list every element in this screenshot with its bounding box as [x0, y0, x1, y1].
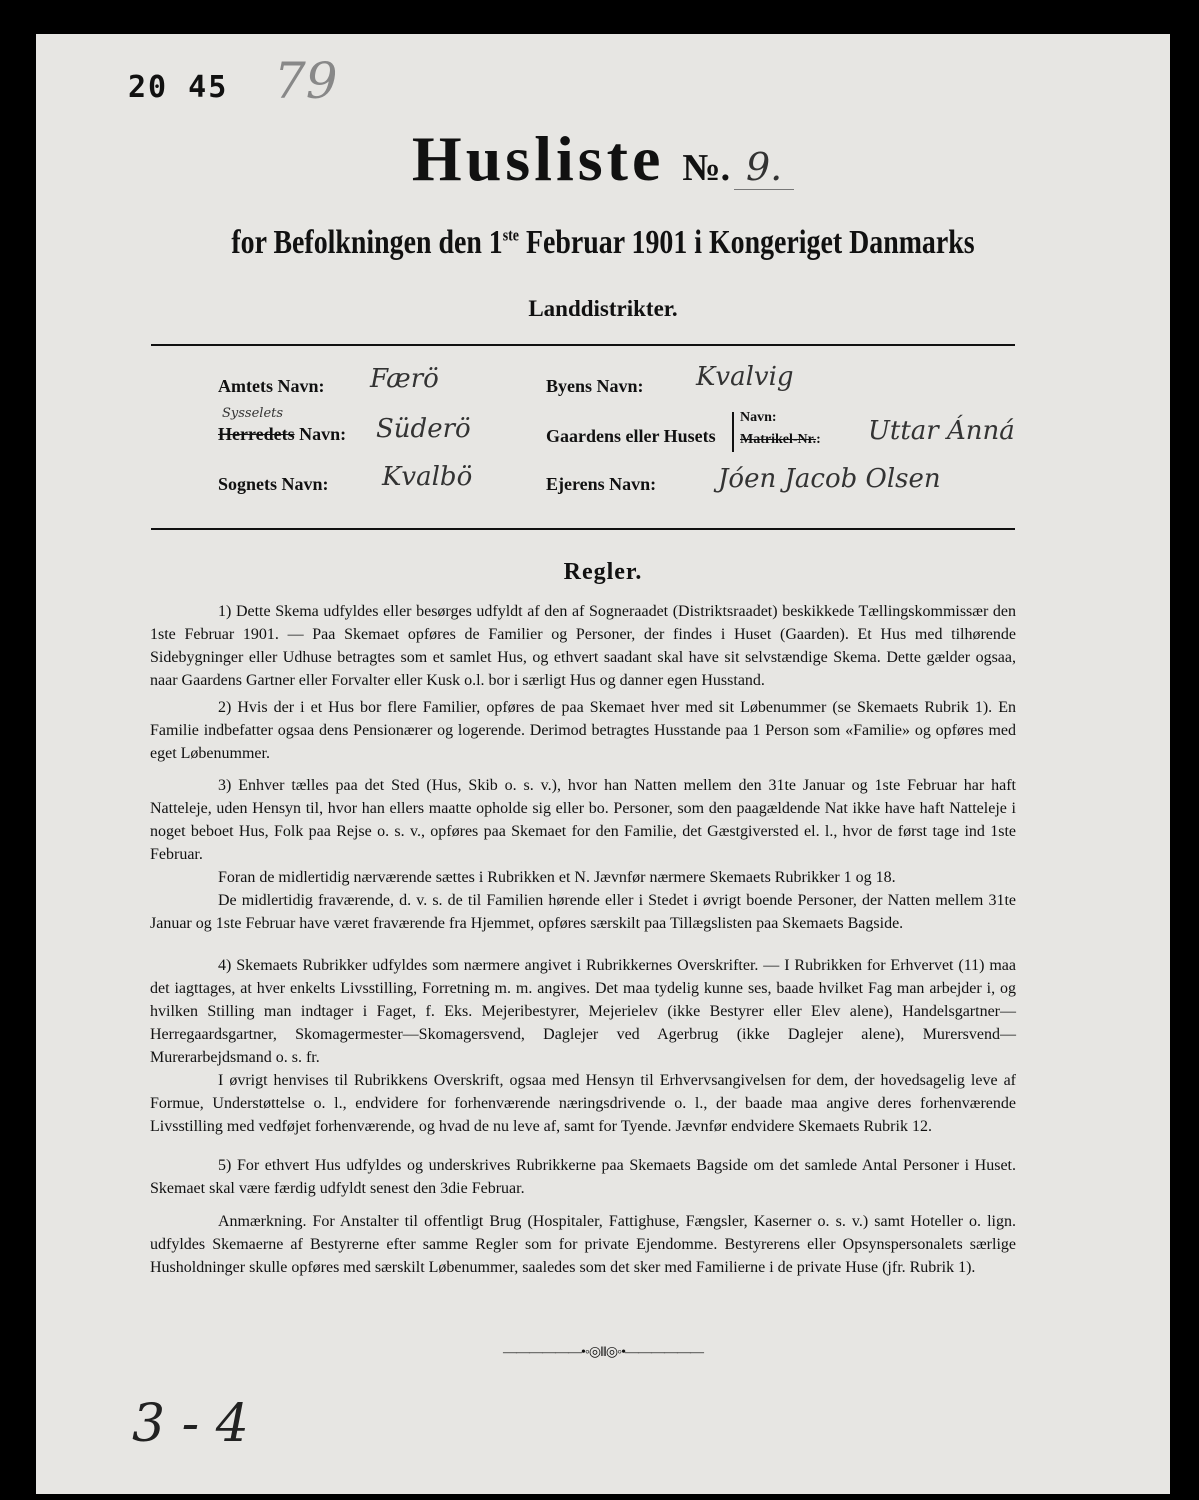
- herred-value: Süderö: [376, 414, 471, 444]
- handwritten-number-bottom: 3 - 4: [132, 1394, 249, 1454]
- rule-5: [150, 1154, 1016, 1200]
- annotation-text: Anmærkning. For Anstalter til offentligt Brug (Hospitaler, Fattighuse, Fængsler, Kaserner o. s. v.) samt Hoteller o. lign. udfyldes Skemaerne af Bestyrerne efter samme Regler som for private Ejendomme. Bestyrerens eller Opsynspersonalets særlige Husholdninger skulle opføres med særskilt Løbenummer, saaledes som det sker med Familierne i de private Huse (jfr. Rubrik 1).: [150, 1213, 1016, 1276]
- bottom-rule: [151, 528, 1015, 530]
- gaard-bracket: [732, 412, 734, 452]
- gaard-matrikel-rest: :: [816, 432, 821, 447]
- district-heading: Landdistrikter.: [528, 296, 678, 321]
- top-rule: [151, 344, 1015, 346]
- handwritten-number-top: 79: [274, 52, 338, 110]
- subtitle-part-a: for Befolkningen den 1: [231, 224, 503, 261]
- gaard-navn-label: Navn:: [740, 410, 777, 425]
- gaard-value: Uttar Ánná: [868, 416, 1015, 446]
- rule-1: [150, 600, 1016, 692]
- herred-label-struck: Herredets: [218, 424, 295, 444]
- rule-4-text-b: I øvrigt henvises til Rubrikkens Overskrift, ogsaa med Hensyn til Erhvervsangivelsen for dem, der hovedsagelig leve af Formue, Understøttelse o. l., endvidere for forhenværende næringsdrivende o. l., der baade maa angive deres forhenværende Livsstilling med vedføjet forhenværende, og hvad de nu leve af, samt for Tyende. Jævnfør endvidere Skemaets Rubrik 12.: [150, 1072, 1016, 1135]
- rule-3: [150, 774, 1016, 935]
- by-value: Kvalvig: [696, 362, 794, 392]
- number-sign: №.: [682, 147, 731, 189]
- rule-2-text: 2) Hvis der i et Hus bor flere Familier, opføres de paa Skemaet hver med sit Løbenummer (se Skemaets Rubrik 1). En Familie indbefatter ogsaa dens Pensionærer og logerende. Derimod betragtes Husstande paa 1 Person som «Familie» og opføres med eget Løbenummer.: [150, 699, 1016, 762]
- rule-3-text-b: Foran de midlertidig nærværende sættes i Rubrikken et N. Jævnfør nærmere Skemaets Rubrikker 1 og 18.: [218, 869, 896, 886]
- herred-label-rest: Navn:: [294, 424, 347, 444]
- form-title: Husliste: [411, 123, 665, 194]
- sogn-label: Sognets Navn:: [218, 474, 329, 494]
- gaard-matrikel-label: [740, 432, 821, 448]
- census-form: [36, 34, 1170, 1494]
- rule-5-text: 5) For ethvert Hus udfyldes og underskrives Rubrikkerne paa Skemaets Bagside om det samlede Antal Personer i Huset. Skemaet skal være færdig udfyldt senest den 3die Februar.: [150, 1157, 1016, 1197]
- gaard-label: Gaardens eller Husets: [546, 426, 716, 446]
- rule-4-text: 4) Skemaets Rubrikker udfyldes som nærmere angivet i Rubrikkernes Overskrifter. — I Rubrikken for Erhvervet (11) maa det iagttages, at hver enkelts Livsstilling, Forretning m. m. angives. Det maa tydelig kunne ses, baade hvilket Fag man arbejder i, og hvilken Stilling man indtager i Faget, f. Eks. Mejeribestyrer, Mejerielev (ikke Bestyrer eller Elev alene), Handelsgartner—Herregaardsgartner, Skomagermester—Skomagersvend, Daglejer ved Agerbrug (ikke Daglejer alene), Murersvend—Murerarbejdsmand o. s. fr.: [150, 957, 1016, 1066]
- ejer-label: Ejerens Navn:: [546, 474, 657, 494]
- rule-3-text-c: De midlertidig fraværende, d. v. s. de til Familien hørende eller i Stedet i øvrigt boende Personer, der Natten mellem 31te Januar og 1ste Februar have været fraværende fra Hjemmet, opføres særskilt paa Tillægslisten paa Skemaets Bagside.: [150, 892, 1016, 932]
- title-line: [36, 122, 1170, 196]
- form-subtitle: [138, 224, 1068, 262]
- subtitle-superscript: ste: [502, 225, 520, 245]
- archive-stamp-number: 20 45: [128, 70, 229, 105]
- gaard-matrikel-struck: Matrikel-Nr.: [740, 432, 817, 447]
- herred-label: [218, 424, 346, 445]
- amt-value: Færö: [370, 364, 439, 394]
- rules-heading: Regler.: [563, 559, 643, 585]
- rule-4: [150, 954, 1016, 1138]
- amt-label: Amtets Navn:: [218, 376, 325, 396]
- rule-1-text: 1) Dette Skema udfyldes eller besørges udfyldt af den af Sogneraadet (Distriktsraadet) beskikkede Tællingskommissær den 1ste Februar 1901. — Paa Skemaet opføres de Familier og Personer, der findes i Huset (Gaarden). Et Hus med tilhørende Sidebygninger eller Udhuse betragtes som et samlet Hus, og ethvert saadant skal have sit selvstændige Skema. Dette gælder ogsaa, naar Gaardens Gartner eller Forvalter eller Kusk o.l. bor i særligt Hus og danner egen Husstand.: [150, 603, 1016, 689]
- ejer-value: Jóen Jacob Olsen: [718, 464, 941, 494]
- subtitle-part-b: Februar 1901 i Kongeriget Danmarks: [519, 224, 975, 261]
- sysselets-handwritten: Sysselets: [222, 406, 284, 421]
- sogn-value: Kvalbö: [382, 462, 473, 492]
- rule-3-text: 3) Enhver tælles paa det Sted (Hus, Skib o. s. v.), hvor han Natten mellem den 31te Januar og 1ste Februar har haft Natteleje, uden Hensyn til, hvor han ellers maatte opholde sig eller bo. Personer, som den paagældende Nat ikke have haft Natteleje i noget beboet Hus, Folk paa Rejse o. s. v., opføres paa Skemaet for den Familie, det Gæstgiversted el. l., hvor de først tage ind 1ste Februar.: [150, 777, 1016, 863]
- annotation-note: [150, 1210, 1016, 1279]
- list-number-value: 9.: [734, 145, 794, 190]
- ornament-divider: ——————•◦◎ǁǁ◎◦•——————: [502, 1345, 704, 1360]
- by-label: Byens Navn:: [546, 376, 644, 396]
- rule-2: [150, 696, 1016, 765]
